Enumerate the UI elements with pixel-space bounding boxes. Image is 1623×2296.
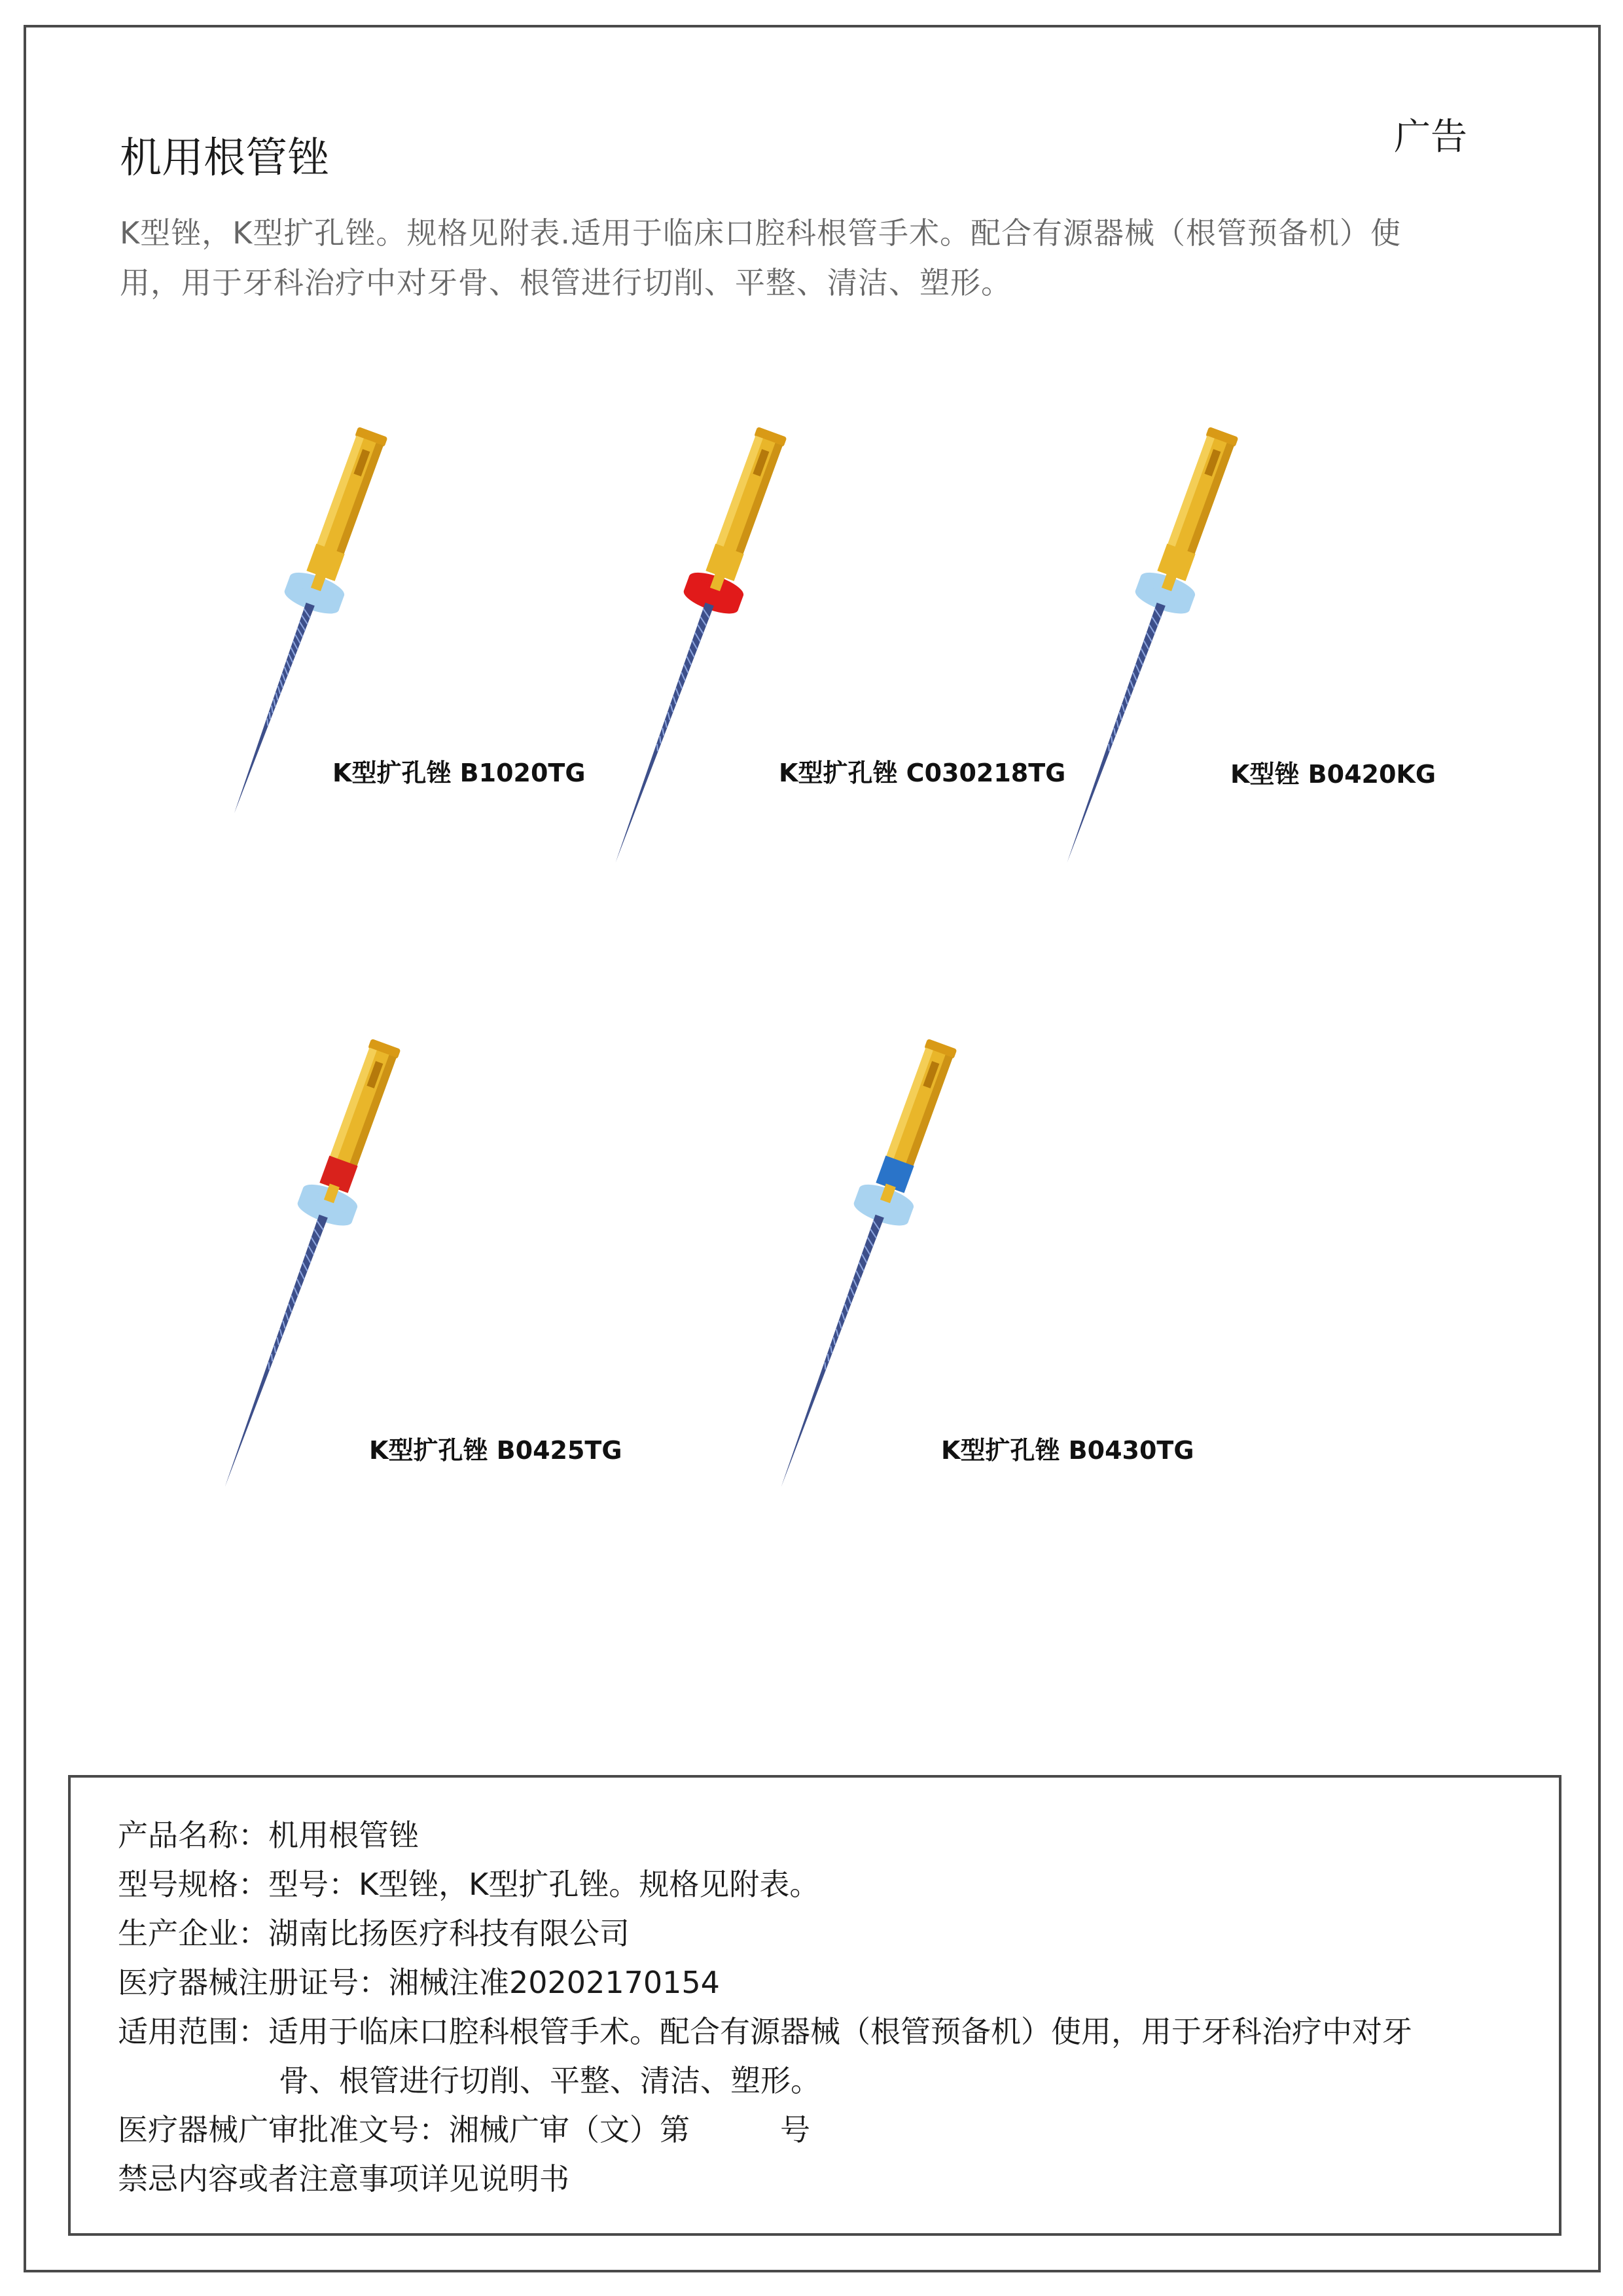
endodontic-file-icon xyxy=(288,1044,458,1541)
product-caption: K型锉 B0420KG xyxy=(1230,760,1436,789)
info-registration-number: 医疗器械注册证号：湘械注准20202170154 xyxy=(118,1965,720,2000)
info-model-spec: 型号规格：型号：K型锉，K型扩孔锉。规格见附表。 xyxy=(118,1867,820,1902)
intro-text xyxy=(120,208,1527,308)
endodontic-file-icon xyxy=(1126,432,1296,916)
product-c030218tg xyxy=(674,432,1067,916)
info-manufacturer: 生产企业：湖南比扬医疗科技有限公司 xyxy=(118,1916,630,1951)
info-warning: 禁忌内容或者注意事项详见说明书 xyxy=(118,2161,569,2197)
info-approval-number: 医疗器械广审批准文号：湘械广审（文）第 号 xyxy=(118,2112,810,2147)
intro-line-1: K型锉，K型扩孔锉。规格见附表.适用于临床口腔科根管手术。配合有源器械（根管预备机）使 xyxy=(120,215,1401,251)
product-caption: K型扩孔锉 B0430TG xyxy=(941,1436,1194,1465)
product-b0430tg xyxy=(844,1044,1211,1541)
endodontic-file-icon xyxy=(844,1044,1014,1541)
endodontic-file-icon xyxy=(275,432,445,864)
product-caption: K型扩孔锉 B0425TG xyxy=(369,1436,622,1465)
product-b0425tg xyxy=(288,1044,654,1541)
info-scope-line-2: 骨、根管进行切削、平整、清洁、塑形。 xyxy=(279,2063,821,2098)
product-caption: K型扩孔锉 C030218TG xyxy=(779,759,1066,787)
ad-label: 广告 xyxy=(1394,116,1467,158)
page-title: 机用根管锉 xyxy=(120,134,329,183)
info-scope-line-1: 适用范围：适用于临床口腔科根管手术。配合有源器械（根管预备机）使用，用于牙科治疗中对牙 xyxy=(118,2014,1412,2049)
product-b0420kg xyxy=(1126,432,1492,916)
info-product-name: 产品名称：机用根管锉 xyxy=(118,1818,419,1853)
product-caption: K型扩孔锉 B1020TG xyxy=(332,759,586,787)
product-b1020tg xyxy=(275,432,602,864)
product-info-box xyxy=(68,1775,1561,2236)
endodontic-file-icon xyxy=(674,432,844,916)
intro-line-2: 用，用于牙科治疗中对牙骨、根管进行切削、平整、清洁、塑形。 xyxy=(120,265,1012,300)
